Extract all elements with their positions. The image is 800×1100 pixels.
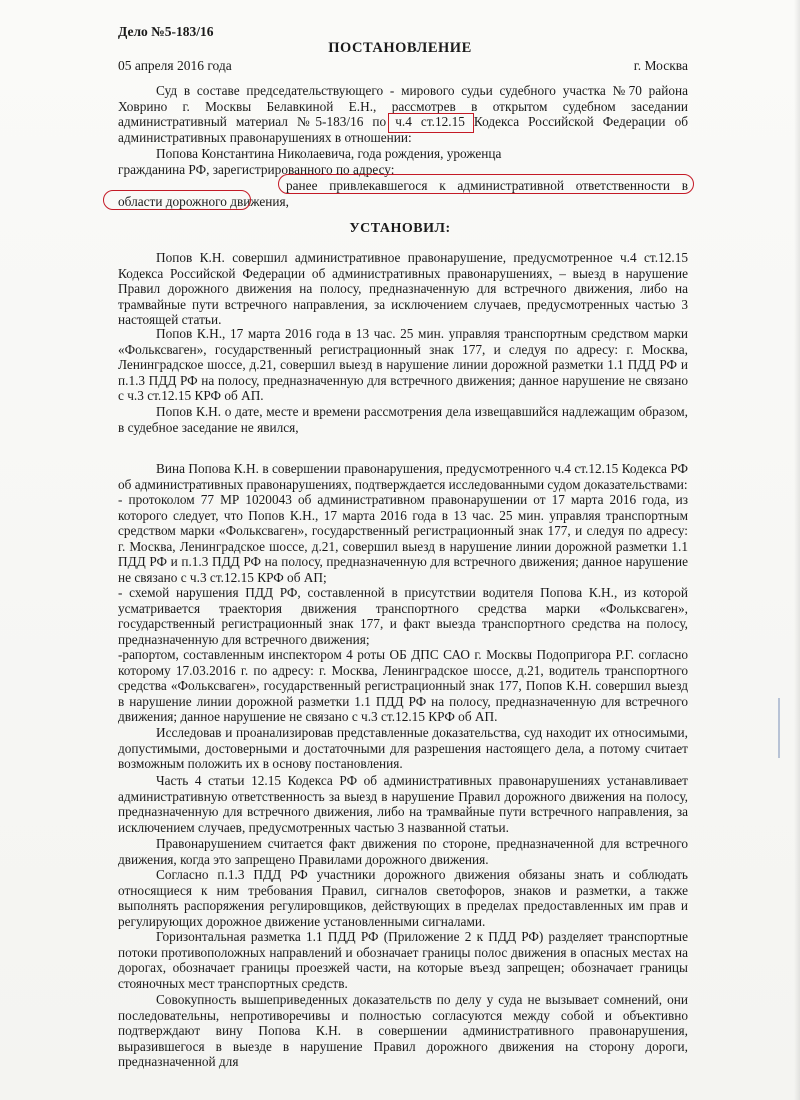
scan-edge-shadow <box>794 0 800 1100</box>
body-paragraph-1: Попов К.Н. совершил административное правонарушение, предусмотренное ч.4 ст.12.15 Кодекса Российской Федерации об административных правонарушениях, – выезд в нарушение Правил дорожного движения на полосу, предназначенную для встречного движения, либо на трамвайные пути встречного направления, за исключением случаев, предусмотренных частью 3 настоящей статьи. <box>118 250 688 328</box>
body-paragraph-3: Попов К.Н. о дате, месте и времени рассмотрения дела извещавшийся надлежащим образом, в судебное заседание не явился, <box>118 404 688 435</box>
citizenship-line: гражданина РФ, зарегистрированного по адресу: <box>118 162 395 177</box>
body-paragraph-4: Вина Попова К.Н. в совершении правонарушения, предусмотренного ч.4 ст.12.15 Кодекса РФ об административных правонарушениях, подтверждается исследованными судом доказательствами: <box>118 461 688 492</box>
document-title: ПОСТАНОВЛЕНИЕ <box>328 40 472 56</box>
body-paragraph-11: Согласно п.1.3 ПДД РФ участники дорожного движения обязаны знать и соблюдать относящиеся к ним требования Правил, сигналов светофоров, знаков и разметки, а также выполнять распоряжения регулировщиков, действующих в пределах предоставленных им прав и регулирующих дорожное движение установленными сигналами. <box>118 867 688 929</box>
date-line <box>118 58 688 74</box>
body-paragraph-12: Горизонтальная разметка 1.1 ПДД РФ (Приложение 2 к ПДД РФ) разделяет транспортные потоки противоположных направлений и обозначает границы полос движения в опасных местах на дорогах, обозначает границы проезжей части, на которые въезд запрещен; обозначает границы стояночных мест транспортных средств. <box>118 929 688 991</box>
intro-paragraph: Суд в составе председательствующего - мирового судьи судебного участка №70 района Ховрино г. Москвы Белавкиной Е.Н., рассмотрев в открытом судебном заседании административный материал №5-183/16 по ч.4 ст.12.15 Кодекса Российской Федерации об административных правонарушениях в отношении: <box>118 83 688 145</box>
body-paragraph-9: Часть 4 статьи 12.15 Кодекса РФ об административных правонарушениях устанавливает административную ответственность за выезд в нарушение Правил дорожного движения на полосу, предназначенную для встречного движения, либо на трамвайные пути встречного направления, за исключением случаев, предусмотренных частью 3 названной статьи. <box>118 773 688 835</box>
body-paragraph-2: Попов К.Н., 17 марта 2016 года в 13 час. 25 мин. управляя транспортным средством марки «Фольксваген», государственный регистрационный знак 177, и следуя по адресу: г. Москва, Ленинградское шоссе, д.21, совершил выезд в нарушение линии дорожной разметки 1.1 ПДД РФ и п.1.3 ПДД РФ на полосу, предназначенную для встречного движения; данное нарушение не связано с ч.3 ст.12.15 КРФ об АП. <box>118 326 688 404</box>
document-date: 05 апреля 2016 года <box>118 58 232 73</box>
case-number: Дело №5-183/16 <box>118 24 214 39</box>
document-city: г. Москва <box>633 58 688 73</box>
evidence-item-1: - протоколом 77 МР 1020043 об административном правонарушении от 17 марта 2016 года, из которого следует, что Попов К.Н., 17 марта 2016 года в 13 час. 25 мин. управляя транспортным средством марки «Фольксваген», государственный регистрационный знак 177, и следуя по адресу: г. Москва, Ленинградское шоссе, д.21, совершил выезд в нарушение линии дорожной разметки 1.1 ПДД РФ и п.1.3 ПДД РФ на полосу, предназначенную для встречного движения; данное нарушение не связано с ч.3 ст.12.15 КРФ об АП; <box>118 492 688 585</box>
defendant-name-line: Попова Константина Николаевича, года рождения, уроженца <box>156 146 502 161</box>
section-title: УСТАНОВИЛ: <box>349 221 451 236</box>
body-paragraph-13: Совокупность вышеприведенных доказательств по делу у суда не вызывает сомнений, они последовательны, непротиворечивы и полностью согласуются между собой и объективно подтверждают вину Попова К.Н. в совершении административного правонарушения, выразившегося в выезде в нарушение Правил дорожного движения на сторону дороги, предназначенной для <box>118 992 688 1070</box>
body-paragraph-10: Правонарушением считается факт движения по стороне, предназначенной для встречного движения, когда это запрещено Правилами дорожного движения. <box>118 836 688 867</box>
evidence-item-2: - схемой нарушения ПДД РФ, составленной в присутствии водителя Попова К.Н., из которой усматривается траектория движения транспортного средства марки «Фольксваген», государственный регистрационный знак 177, и факт выезда транспортного средства на полосу, предназначенную для встречного движения; <box>118 585 688 647</box>
prior-offense-line: ранее привлекавшегося к административной ответственности в области дорожного движения, <box>118 178 688 209</box>
evidence-item-3: -рапортом, составленным инспектором 4 роты ОБ ДПС САО г. Москвы Подопригора Р.Г. согласно которому 17.03.2016 г. по адресу: г. Москва, Ленинградское шоссе, д.21, водитель транспортного средства «Фольксваген», государственный регистрационный знак 177, Попов К.Н. совершил выезд в нарушение линии дорожной разметки 1.1 ПДД РФ на полосу, предназначенную для встречного движения; данное нарушение не связано с ч.3 ст.12.15 КРФ об АП. <box>118 647 688 725</box>
body-paragraph-8: Исследовав и проанализировав представленные доказательства, суд находит их относимыми, допустимыми, достоверными и достаточными для разрешения настоящего дела, а потому считает возможным положить их в основу постановления. <box>118 725 688 772</box>
margin-pen-mark <box>778 698 780 758</box>
